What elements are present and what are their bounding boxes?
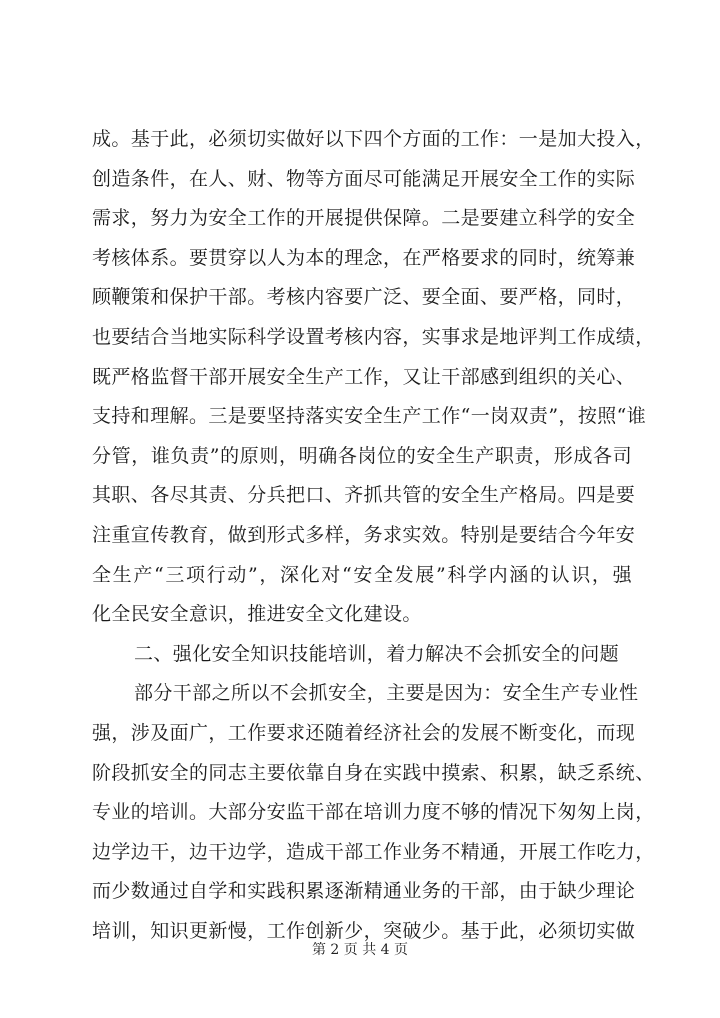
text-line: 支持和理解。三是要坚持落实安全生产工作“一岗双责”，按照“谁	[92, 405, 647, 428]
text-line: 培训，知识更新慢，工作创新少，突破少。基于此，必须切实做	[92, 919, 636, 942]
page-number-footer: 第 2 页 共 4 页	[311, 942, 409, 958]
section-heading: 二、强化安全知识技能培训，着力解决不会抓安全的问题	[134, 642, 620, 665]
text-line: 顾鞭策和保护干部。考核内容要广泛、要全面、要严格，同时，	[92, 286, 636, 309]
text-line: 全生产“三项行动”，深化对“安全发展”科学内涵的认识，强	[92, 563, 632, 586]
text-line: 专业的培训。大部分安监干部在培训力度不够的情况下匆匆上岗，	[92, 801, 655, 824]
text-line: 注重宣传教育，做到形式多样，务求实效。特别是要结合今年安	[92, 523, 636, 546]
paragraph-first-line: 部分干部之所以不会抓安全，主要是因为：安全生产专业性	[134, 682, 639, 705]
text-line: 而少数通过自学和实践积累逐渐精通业务的干部，由于缺少理论	[92, 880, 636, 903]
text-line: 化全民安全意识，推进安全文化建设。	[92, 603, 422, 626]
text-line: 成。基于此，必须切实做好以下四个方面的工作：一是加大投入，	[92, 128, 655, 150]
text-line: 阶段抓安全的同志主要依靠自身在实践中摸索、积累，缺乏系统、	[92, 761, 655, 784]
text-line: 边学边干，边干边学，造成干部工作业务不精通，开展工作吃力，	[92, 840, 655, 863]
text-line: 分管，谁负责”的原则，明确各岗位的安全生产职责，形成各司	[92, 444, 632, 467]
text-line: 考核体系。要贯穿以人为本的理念，在严格要求的同时，统筹兼	[92, 246, 636, 269]
text-line: 需求，努力为安全工作的开展提供保障。二是要建立科学的安全	[92, 207, 636, 230]
text-line: 其职、各尽其责、分兵把口、齐抓共管的安全生产格局。四是要	[92, 484, 636, 507]
text-line: 既严格监督干部开展安全生产工作，又让干部感到组织的关心、	[92, 365, 636, 388]
text-line: 强，涉及面广，工作要求还随着经济社会的发展不断变化，而现	[92, 721, 636, 744]
text-line: 创造条件，在人、财、物等方面尽可能满足开展安全工作的实际	[92, 167, 636, 190]
body-text	[92, 120, 655, 951]
text-line: 也要结合当地实际科学设置考核内容，实事求是地评判工作成绩，	[92, 325, 655, 348]
